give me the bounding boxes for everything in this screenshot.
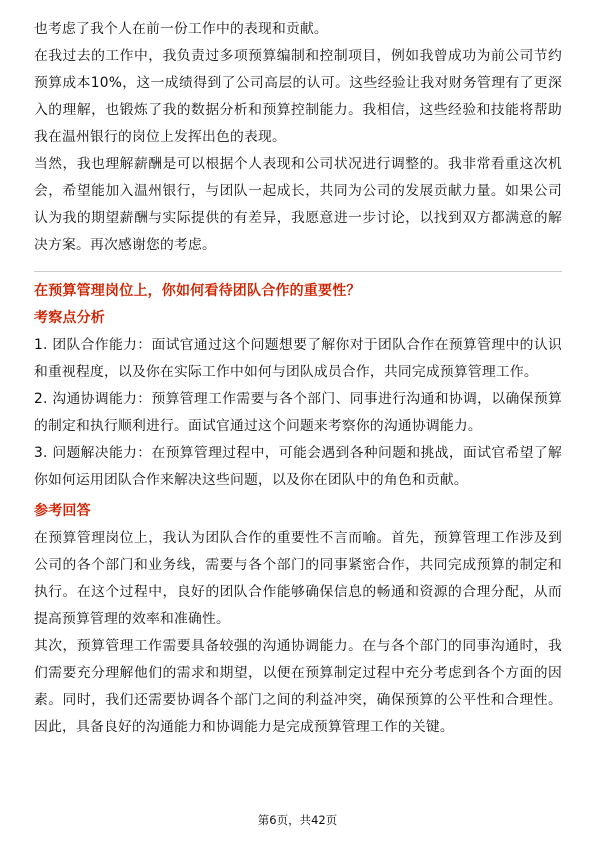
answer-paragraph-1: 在预算管理岗位上，我认为团队合作的重要性不言而喻。首先，预算管理工作涉及到公司的各个部门和业务线，需要与各个部门的同事紧密合作，共同完成预算的制定和执行。在这个过程中，良好的团队合作能够确保信息的畅通和资源的合理分配，从而提高预算管理的效率和准确性。 — [34, 530, 562, 627]
analysis-heading: 考察点分析 — [34, 310, 105, 326]
intro-paragraph-3: 当然，我也理解薪酬是可以根据个人表现和公司状况进行调整的。我非常看重这次机会，希望能加入温州银行，与团队一起成长，共同为公司的发展贡献力量。如果公司认为我的期望薪酬与实际提供的有差异，我愿意进一步讨论，以找到双方都满意的解决方案。再次感谢您的考虑。 — [34, 156, 562, 253]
page-number: 第6页，共42页 — [257, 813, 338, 827]
question-heading: 在预算管理岗位上，你如何看待团队合作的重要性？ — [34, 283, 361, 299]
answer-paragraph-2: 其次，预算管理工作需要具备较强的沟通协调能力。在与各个部门的同事沟通时，我们需要充分理解他们的需求和期望，以便在预算制定过程中充分考虑到各个方面的因素。同时，我们还需要协调各个部门之间的利益冲突，确保预算的公平性和合理性。因此，具备良好的沟通能力和协调能力是完成预算管理工作的关键。 — [34, 638, 562, 735]
section-divider — [34, 271, 562, 272]
analysis-point-1: 1. 团队合作能力：面试官通过这个问题想要了解你对于团队合作在预算管理中的认识和重视程度，以及你在实际工作中如何与团队成员合作，共同完成预算管理工作。 — [34, 337, 562, 380]
intro-paragraph-2: 在我过去的工作中，我负责过多项预算编制和控制项目，例如我曾成功为前公司节约预算成本10%，这一成绩得到了公司高层的认可。这些经验让我对财务管理有了更深入的理解，也锻炼了我的数据分析和预算控制能力。我相信，这些经验和技能将帮助我在温州银行的岗位上发挥出色的表现。 — [34, 48, 562, 145]
document-body — [34, 16, 562, 741]
intro-paragraph-1: 也考虑了我个人在前一份工作中的表现和贡献。 — [34, 21, 328, 37]
answer-heading: 参考回答 — [34, 503, 91, 519]
analysis-point-2: 2. 沟通协调能力：预算管理工作需要与各个部门、同事进行沟通和协调，以确保预算的制定和执行顺利进行。面试官通过这个问题来考察你的沟通协调能力。 — [34, 391, 562, 434]
analysis-point-3: 3. 问题解决能力：在预算管理过程中，可能会遇到各种问题和挑战，面试官希望了解你如何运用团队合作来解决这些问题，以及你在团队中的角色和贡献。 — [34, 445, 562, 488]
